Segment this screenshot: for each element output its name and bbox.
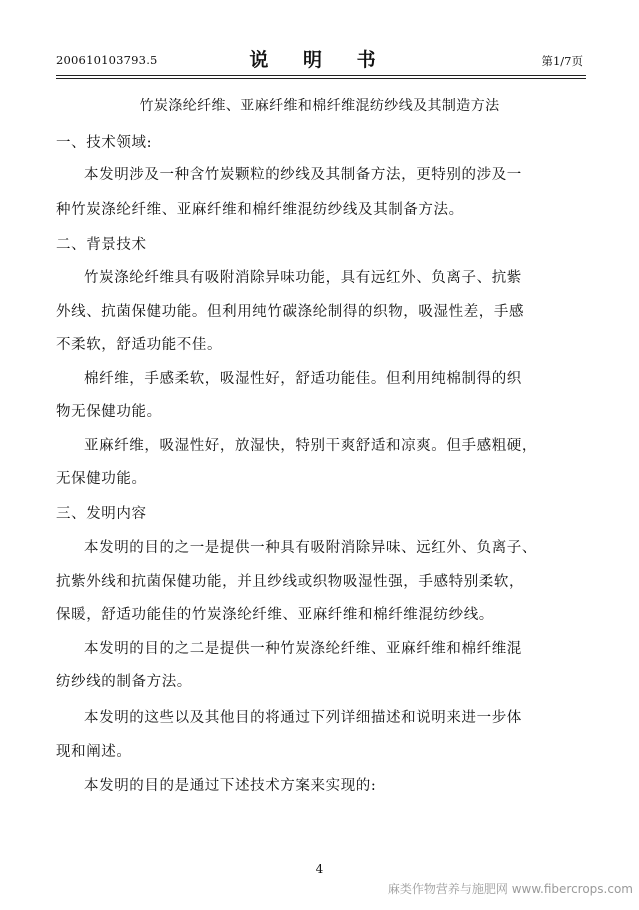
paragraph-line: 本发明的目的是通过下述技术方案来实现的: bbox=[84, 778, 377, 794]
section-heading-2: 二、背景技术 bbox=[56, 237, 147, 253]
header-rule-thin bbox=[56, 78, 586, 79]
header-title: 说 明 书 bbox=[249, 49, 390, 71]
paragraph-line: 本发明的这些以及其他目的将通过下列详细描述和说明来进一步体 bbox=[84, 710, 522, 726]
paragraph-line: 本发明涉及一种含竹炭颗粒的纱线及其制备方法，更特别的涉及一 bbox=[84, 167, 522, 183]
watermark: 麻类作物营养与施肥网 www.fibercrops.com bbox=[387, 882, 633, 896]
paragraph-line: 纺纱线的制备方法。 bbox=[56, 674, 192, 690]
page-label: 第1/7页 bbox=[541, 54, 583, 68]
paragraph-line: 竹炭涤纶纤维具有吸附消除异味功能，具有远红外、负离子、抗紫 bbox=[84, 270, 522, 286]
page-number: 4 bbox=[315, 862, 324, 876]
paragraph-line: 棉纤维，手感柔软，吸湿性好，舒适功能佳。但利用纯棉制得的织 bbox=[84, 371, 522, 387]
paragraph-line: 无保健功能。 bbox=[56, 471, 147, 487]
paragraph-line: 保暖，舒适功能佳的竹炭涤纶纤维、亚麻纤维和棉纤维混纺纱线。 bbox=[56, 607, 494, 623]
section-heading-1: 一、技术领域: bbox=[56, 135, 153, 151]
paragraph-line: 现和阐述。 bbox=[56, 744, 132, 760]
doc-title: 竹炭涤纶纤维、亚麻纤维和棉纤维混纺纱线及其制造方法 bbox=[139, 98, 500, 114]
paragraph-line: 不柔软，舒适功能不佳。 bbox=[56, 337, 223, 353]
doc-number: 200610103793.5 bbox=[56, 53, 158, 67]
paragraph-line: 种竹炭涤纶纤维、亚麻纤维和棉纤维混纺纱线及其制备方法。 bbox=[56, 202, 464, 218]
paragraph-line: 本发明的目的之一是提供一种具有吸附消除异味、远红外、负离子、 bbox=[84, 540, 537, 556]
section-heading-3: 三、发明内容 bbox=[56, 506, 147, 522]
paragraph-line: 亚麻纤维，吸湿性好，放湿快，特别干爽舒适和凉爽。但手感粗硬， bbox=[84, 438, 537, 454]
paragraph-line: 物无保健功能。 bbox=[56, 404, 162, 420]
paragraph-line: 本发明的目的之二是提供一种竹炭涤纶纤维、亚麻纤维和棉纤维混 bbox=[84, 641, 522, 657]
paragraph-line: 抗紫外线和抗菌保健功能，并且纱线或织物吸湿性强，手感特别柔软， bbox=[56, 574, 525, 590]
page-header bbox=[0, 45, 639, 75]
header-rule bbox=[56, 75, 586, 76]
paragraph-line: 外线、抗菌保健功能。但利用纯竹碳涤纶制得的织物，吸湿性差，手感 bbox=[56, 304, 525, 320]
